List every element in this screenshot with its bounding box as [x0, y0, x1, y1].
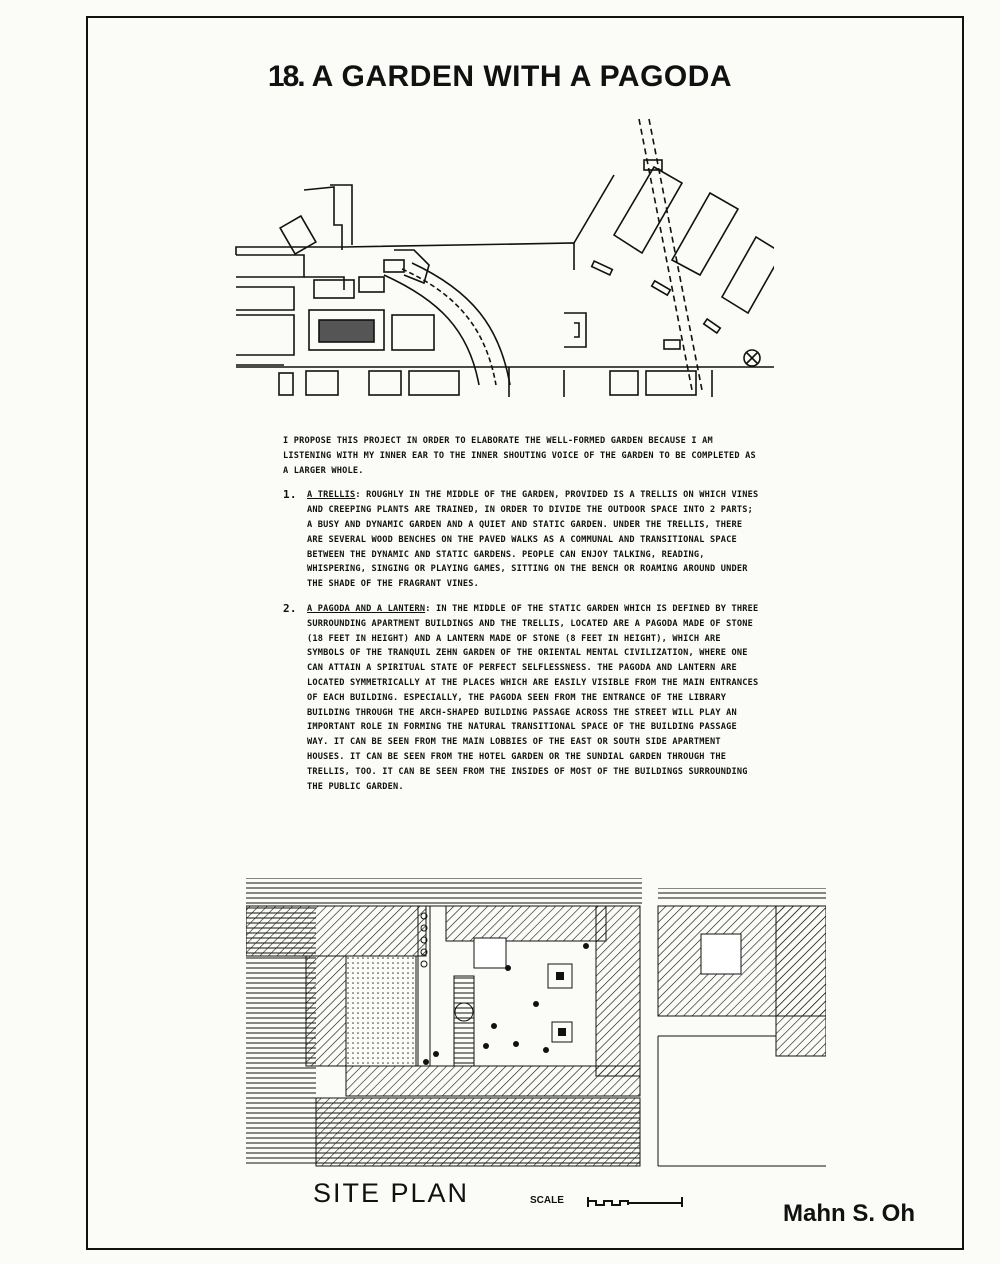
item-number: 1. [283, 488, 297, 502]
site-plan-drawing [246, 876, 826, 1170]
description-text [283, 434, 763, 804]
item-heading: A TRELLIS [307, 490, 356, 501]
item-text: IN THE MIDDLE OF THE STATIC GARDEN WHICH IS DEFINED BY THREE SURROUNDING APARTMENT BUILDINGS AND THE TRELLIS, LOCATED ARE A PAGODA MADE OF STONE (18 FEET IN HEIGHT) AND A LANTERN MADE OF STONE (8 FEET IN HEIGHT), WHICH ARE SYMBOLS OF THE TRANQUIL ZEHN GARDEN OF THE ORIENTAL MENTAL CIVILIZATION, WHERE ONE CAN ATTAIN A SPIRITUAL STATE OF PERFECT SELFLESSNESS. THE PAGODA AND LANTERN ARE LOCATED SYMMETRICALLY AT THE PLACES WHICH ARE EASILY VISIBLE FROM THE MAIN ENTRANCES OF EACH BUILDING. ESPECIALLY, THE PAGODA SEEN FROM THE ENTRANCE OF THE LIBRARY BUILDING THROUGH THE ARCH-SHAPED BUILDING PASSAGE ACROSS THE STREET WILL PLAY AN IMPORTANT ROLE IN FORMING THE NATURAL TRANSITIONAL SPACE OF THE BUILDING PASSAGE WAY. IT CAN BE SEEN FROM THE MAIN LOBBIES OF THE EAST OR SOUTH SIDE APARTMENT HOUSES. IT CAN BE SEEN FROM THE HOTEL GARDEN OR THE SUNDIAL GARDEN THROUGH THE TRELLIS, TOO. IT CAN BE SEEN FROM THE INSIDES OF MOST OF THE BUILDINGS SURROUNDING THE PUBLIC GARDEN. [307, 603, 759, 792]
list-item-pagoda: 2. A PAGODA AND A LANTERN: IN THE MIDDLE OF THE STATIC GARDEN WHICH IS DEFINED BY THREE SURROUNDING APARTMENT BUILDINGS AND THE TRELLIS, LOCATED ARE A PAGODA MADE OF STONE (18 FEET IN HEIGHT) AND A LANTERN MADE OF STONE (8 FEET IN HEIGHT), WHICH ARE SYMBOLS OF THE TRANQUIL ZEHN GARDEN OF THE ORIENTAL MENTAL CIVILIZATION, WHERE ONE CAN ATTAIN A SPIRITUAL STATE OF PERFECT SELFLESSNESS. THE PAGODA AND LANTERN ARE LOCATED SYMMETRICALLY AT THE PLACES WHICH ARE EASILY VISIBLE FROM THE MAIN ENTRANCES OF EACH BUILDING. ESPECIALLY, THE PAGODA SEEN FROM THE ENTRANCE OF THE LIBRARY BUILDING THROUGH THE ARCH-SHAPED BUILDING PASSAGE ACROSS THE STREET WILL PLAY AN IMPORTANT ROLE IN FORMING THE NATURAL TRANSITIONAL SPACE OF THE BUILDING PASSAGE WAY. IT CAN BE SEEN FROM THE MAIN LOBBIES OF THE EAST OR SOUTH SIDE APARTMENT HOUSES. IT CAN BE SEEN FROM THE HOTEL GARDEN OR THE SUNDIAL GARDEN THROUGH THE TRELLIS, TOO. IT CAN BE SEEN FROM THE INSIDES OF MOST OF THE BUILDINGS SURROUNDING THE PUBLIC GARDEN. [283, 601, 759, 792]
title-number: 18. [267, 60, 304, 93]
site-plan-label: SITE PLAN [313, 1178, 470, 1208]
item-text: ROUGHLY IN THE MIDDLE OF THE GARDEN, PROVIDED IS A TRELLIS ON WHICH VINES AND CREEPING PLANTS ARE TRAINED, IN ORDER TO DIVIDE THE OUTDOOR SPACE INTO 2 PARTS; A BUSY AND DYNAMIC GARDEN AND A QUIET AND STATIC GARDEN. UNDER THE TRELLIS, THERE ARE SEVERAL WOOD BENCHES ON THE PAVED WALKS AS A COMMUNAL AND TRANSITIONAL SPACE BETWEEN THE DYNAMIC AND STATIC GARDENS. PEOPLE CAN ENJOY TALKING, READING, WHISPERING, SINGING OR PLAYING GAMES, SITTING ON THE BENCH OR ROAMING AROUND UNDER THE SHADE OF THE FRAGRANT VINES. [307, 490, 759, 590]
intro-paragraph: I PROPOSE THIS PROJECT IN ORDER TO ELABORATE THE WELL-FORMED GARDEN BECAUSE I AM LISTENING WITH MY INNER EAR TO THE INNER SHOUTING VOICE OF THE GARDEN TO BE COMPLETED AS A LARGER WHOLE. [283, 436, 756, 476]
scale-bar [586, 1193, 686, 1209]
location-map [234, 115, 774, 397]
item-heading: A PAGODA AND A LANTERN [307, 603, 426, 614]
list-item-trellis: 1. A TRELLIS: ROUGHLY IN THE MIDDLE OF THE GARDEN, PROVIDED IS A TRELLIS ON WHICH VINES AND CREEPING PLANTS ARE TRAINED, IN ORDER TO DIVIDE THE OUTDOOR SPACE INTO 2 PARTS; A BUSY AND DYNAMIC GARDEN AND A QUIET AND STATIC GARDEN. UNDER THE TRELLIS, THERE ARE SEVERAL WOOD BENCHES ON THE PAVED WALKS AS A COMMUNAL AND TRANSITIONAL SPACE BETWEEN THE DYNAMIC AND STATIC GARDENS. PEOPLE CAN ENJOY TALKING, READING, WHISPERING, SINGING OR PLAYING GAMES, SITTING ON THE BENCH OR ROAMING AROUND UNDER THE SHADE OF THE FRAGRANT VINES. [283, 488, 759, 590]
scale-label: SCALE [530, 1195, 564, 1206]
author-signature: Mahn S. Oh [783, 1200, 915, 1227]
item-number: 2. [283, 601, 297, 615]
page-title [0, 60, 1000, 94]
title-text: A GARDEN WITH A PAGODA [311, 60, 733, 93]
